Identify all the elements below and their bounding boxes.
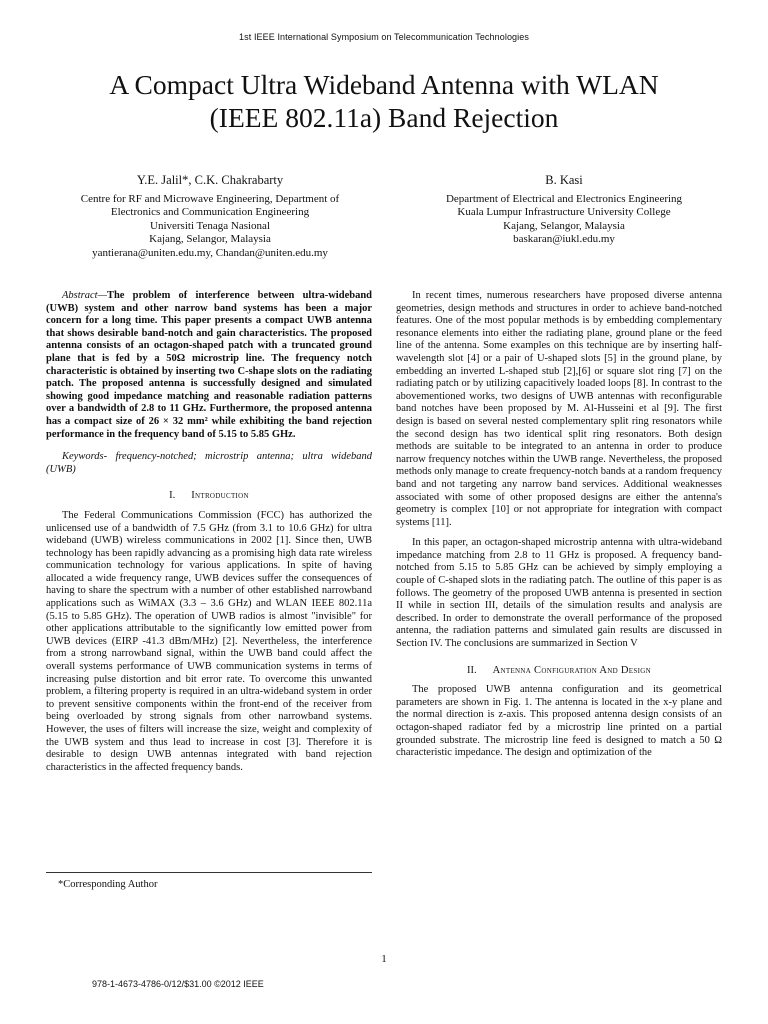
author-affiliation-line: Universiti Tenaga Nasional [150, 219, 270, 232]
keywords: Keywords- frequency-notched; microstrip antenna; ultra wideband (UWB) [46, 451, 372, 475]
section-number: I. [169, 490, 176, 502]
copyright-line: 978-1-4673-4786-0/12/$31.00 ©2012 IEEE [92, 979, 264, 989]
author-block-right [392, 174, 736, 247]
author-email-left: yantierana@uniten.edu.my, Chandan@uniten.edu.my [92, 246, 328, 259]
author-affiliation-line: Kajang, Selangor, Malaysia [149, 233, 271, 245]
author-block-left [40, 174, 380, 260]
author-affiliation-line: Department of Electrical and Electronics Engineering [445, 192, 683, 205]
author-email-right: baskaran@iukl.edu.my [513, 233, 615, 245]
intro-paragraph-3: In this paper, an octagon-shaped microstrip antenna with ultra-wideband impedance matching from 2.8 to 11 GHz is proposed. A frequency band-notched from 5.15 to 5.85 GHz can be achieved by simply employing a couple of C-shaped slots in the radiating patch. The outline of this paper is as follows. The geometry of the proposed UWB antenna is presented in section II while in section III, details of the simulation results and analysis are described. In order to demonstrate the overall performance of the proposed antenna, the radiation patterns and simulated gain results are discussed in Section IV. The conclusions are summarized in Section V [396, 537, 722, 650]
intro-paragraph-2: In recent times, numerous researchers have proposed diverse antenna geometries, design methods and structures in order to achieve band-notched features. One of the most popular methods is by embedding complementary resonance elements into either the radiating plane, ground plane or the feed line of the antenna. Some examples on this technique are by inserting half-wavelength slot [4] or a pair of U-shaped slots [5] in the ground plane, by embedding an inverted L-shaped stub [2],[6] or square slot ring [7] on the radiating patch or by utilizing capacitively loaded loops [8]. In contrast to the abovementioned works, two designs of UWB antennas with reconfigurable band notches have been proposed by M. Al-Husseini et al [9]. The first design is based on several nested complementary split ring resonators while the second design has two identical split ring resonators. Both design methods are suitable to be integrated to an antenna in order to produce narrow frequency notches within the UWB range. Nevertheless, the proposed methods only manage to create frequency-notch bands at a random frequency band and not targeting any narrow band services. Additional weaknesses associated with some of other proposed designs are either the antenna's geometry is complex [10] or not appropriate for integration with compact systems [11]. [396, 290, 722, 528]
author-name-right: B. Kasi [545, 173, 583, 187]
abstract-text: The problem of interference between ultra-wideband (UWB) system and other narrow band systems has been a major concern for a long time. This paper presents a compact UWB antenna that shows desirable band-notch and gain characteristics. The proposed antenna consists of an octagon-shaped patch with a truncated ground plane that is fed by a 50Ω microstrip line. The frequency notch characteristic is obtained by inserting two C-shape slots on the radiating patch. The proposed antenna is successfully designed and simulated showing good impedance matching and reasonable radiation patterns over a bandwidth of 2.8 to 11 GHz. Furthermore, the proposed antenna has a compact size of 26 × 32 mm² while exhibiting the band rejection performance in the frequency band of 5.15 to 5.85 GHz. [46, 290, 372, 440]
author-names-left: Y.E. Jalil*, C.K. Chakrabarty [136, 173, 284, 187]
section-number: II. [467, 664, 477, 676]
abstract [46, 290, 372, 441]
title-line-1: A Compact Ultra Wideband Antenna with WLAN [109, 69, 659, 100]
footnote-divider [46, 872, 372, 873]
abstract-dash: — [97, 290, 107, 301]
author-affiliation-line: Kajang, Selangor, Malaysia [503, 219, 625, 232]
intro-paragraph-1: The Federal Communications Commission (FCC) has authorized the unlicensed use of a bandwidth of 7.5 GHz (from 3.1 to 10.6 GHz) for ultra wideband (UWB) wireless communications in 2002 [1]. Since then, UWB technology has been rapidly advancing as a promising high data rate wireless communication technology for various applications. In spite of having allocated a wide frequency range, UWB devices suffer the consequences of having to share the spectrum with a number of other established narrowband applications such as WiMAX (3.3 – 3.6 GHz) and WLAN IEEE 802.11a (5.15 to 5.85 GHz). The operation of UWB radios is almost "invisible" for other applications attributable to the significantly low emitted power from UWB devices (EIRP -41.3 dBm/MHz) [2]. Nevertheless, the interference from a strong narrowband signal, within the UWB band could affect the overall systems performance of UWB communication systems in terms of increasing pulse distortion and bit error rate. To overcome this unwanted problem, a filtering property is required in an ultra-wideband system in order to prevent sensitive components within the front-end of the receiver from being overloaded by strong signals from other narrowband systems. However, the uses of filters will increase the size, weight and complexity of the UWB system and thus lead to increase in cost [3]. Therefore it is desirable to design UWB antennas integrated with band rejection characteristics in the affected frequency bands. [46, 509, 372, 773]
footnote: *Corresponding Author [58, 879, 158, 890]
abstract-label: Abstract [62, 290, 98, 301]
author-affiliation-line: Kuala Lumpur Infrastructure University College [457, 206, 671, 218]
section-title: Antenna Configuration And Design [492, 664, 651, 676]
author-affiliation-line: Centre for RF and Microwave Engineering, Department of [80, 192, 340, 205]
section-heading-antenna [396, 665, 722, 678]
section-title: Introduction [191, 490, 249, 502]
antenna-paragraph-1: The proposed UWB antenna configuration and its geometrical parameters are shown in Fig. 1. The antenna is located in the x-y plane and the normal direction is z-axis. This proposed antenna design consists of an octagon-shaped radiator fed by a microstrip line printed on a partial grounded substrate. The microstrip line feed is designed to match a 50 Ω characteristic impedance. The design and optimization of the [396, 684, 722, 759]
left-column [46, 290, 372, 774]
right-column [396, 290, 722, 760]
title-line-2: (IEEE 802.11a) Band Rejection [209, 102, 559, 133]
paper-title [30, 68, 738, 134]
conference-header: 1st IEEE International Symposium on Telecommunication Technologies [239, 32, 529, 42]
page-number: 1 [381, 953, 387, 965]
author-affiliation-line: Electronics and Communication Engineering [110, 206, 310, 218]
section-heading-introduction [46, 490, 372, 503]
